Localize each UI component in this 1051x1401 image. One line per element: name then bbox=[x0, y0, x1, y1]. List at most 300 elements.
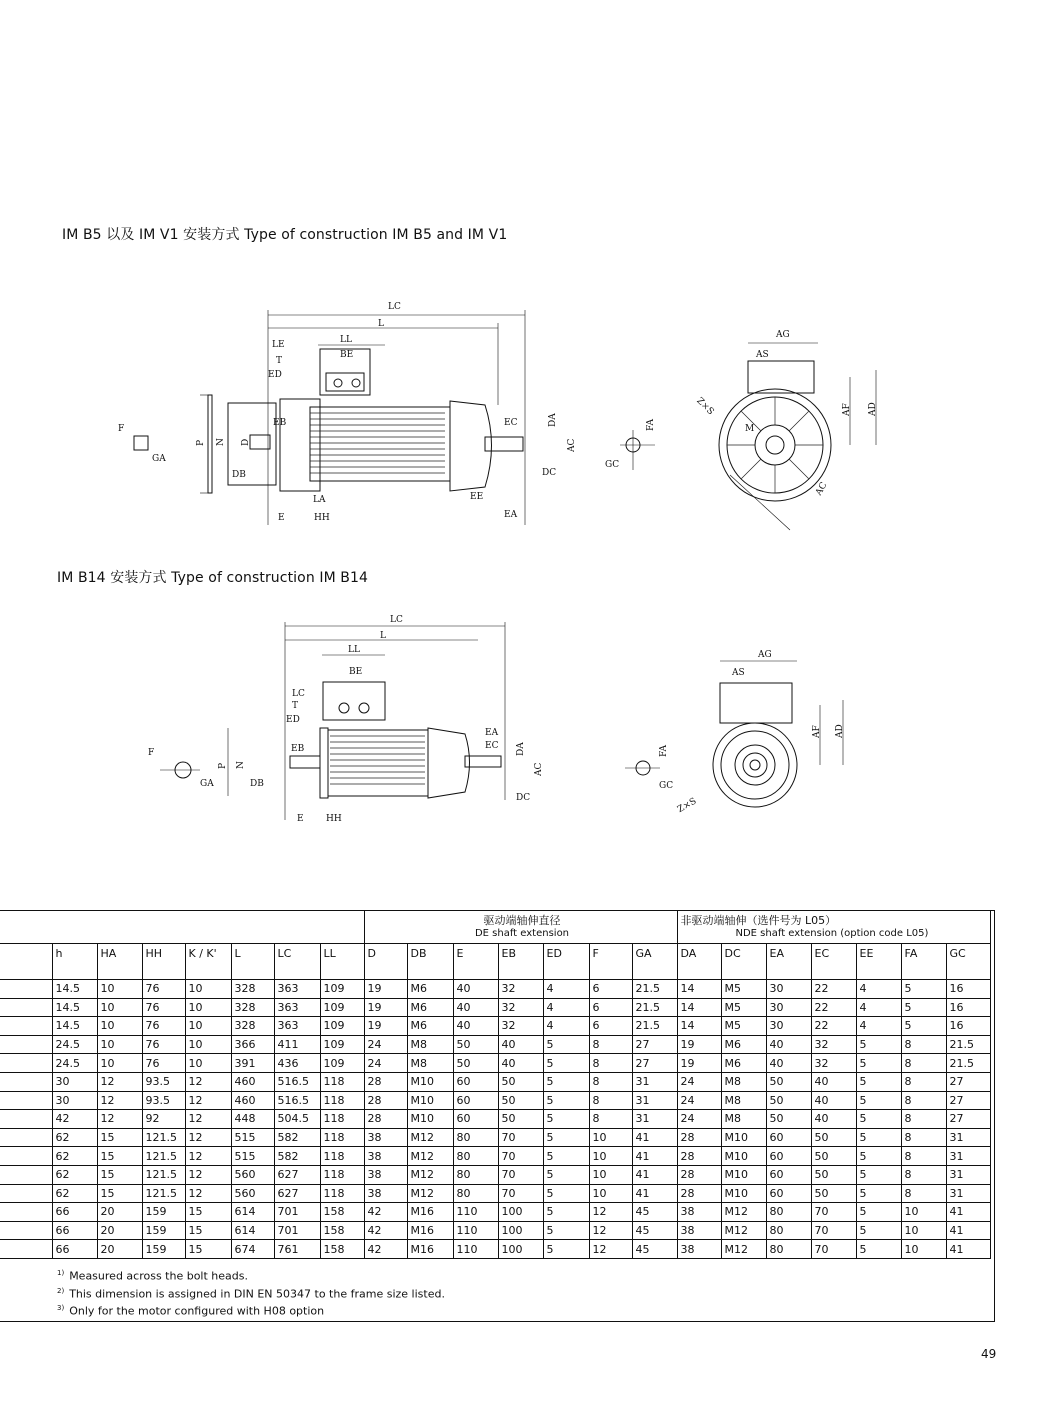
table-cell: 60 bbox=[766, 1128, 811, 1147]
table-cell: 614 bbox=[231, 1203, 274, 1222]
table-cell: 12 bbox=[97, 1110, 142, 1129]
dim-ec-b14: EC bbox=[485, 741, 499, 751]
table-cell: 22 bbox=[811, 980, 856, 999]
dim-eb: EB bbox=[273, 418, 287, 428]
table-cell: 6 bbox=[589, 980, 632, 999]
table-cell: 31 bbox=[632, 1072, 677, 1091]
dim-m: M bbox=[745, 424, 755, 434]
table-row bbox=[0, 1240, 990, 1259]
dim-fa-b14: FA bbox=[659, 745, 669, 757]
table-cell: 50 bbox=[811, 1128, 856, 1147]
table-cell: 32 bbox=[811, 1054, 856, 1073]
table-cell: 62 bbox=[52, 1128, 97, 1147]
table-cell: 8 bbox=[901, 1128, 946, 1147]
table-cell: 328 bbox=[231, 998, 274, 1017]
table-cell: 158 bbox=[320, 1221, 364, 1240]
table-cell: 93.5 bbox=[142, 1072, 185, 1091]
row-lead-cell bbox=[0, 1017, 52, 1036]
table-cell: 30 bbox=[52, 1072, 97, 1091]
table-cell: 19 bbox=[364, 980, 407, 999]
dim-lc: LC bbox=[388, 302, 401, 312]
table-cell: M8 bbox=[407, 1035, 453, 1054]
table-cell: 40 bbox=[811, 1091, 856, 1110]
table-cell: 60 bbox=[453, 1091, 498, 1110]
table-cell: 5 bbox=[901, 998, 946, 1017]
table-cell: 32 bbox=[498, 980, 543, 999]
table-cell: 60 bbox=[453, 1110, 498, 1129]
table-cell: 38 bbox=[364, 1147, 407, 1166]
column-header: GC bbox=[946, 944, 990, 980]
row-lead-cell bbox=[0, 998, 52, 1017]
table-cell: 21.5 bbox=[632, 980, 677, 999]
table-cell: 50 bbox=[453, 1054, 498, 1073]
table-cell: 14 bbox=[677, 998, 721, 1017]
table-cell: 70 bbox=[811, 1221, 856, 1240]
table-cell: 448 bbox=[231, 1110, 274, 1129]
dim-ag-b14: AG bbox=[758, 650, 772, 660]
dim-ac-end: AC bbox=[814, 480, 830, 498]
table-cell: 10 bbox=[185, 1017, 231, 1036]
table-cell: 515 bbox=[231, 1147, 274, 1166]
table-cell: 5 bbox=[856, 1147, 901, 1166]
table-cell: 31 bbox=[946, 1184, 990, 1203]
table-cell: 62 bbox=[52, 1184, 97, 1203]
table-cell: 60 bbox=[766, 1184, 811, 1203]
dim-ed: ED bbox=[268, 370, 282, 380]
table-cell: 5 bbox=[856, 1110, 901, 1129]
table-cell: 45 bbox=[632, 1240, 677, 1259]
table-cell: 92 bbox=[142, 1110, 185, 1129]
dim-ad: AD bbox=[868, 402, 878, 416]
table-cell: 24 bbox=[677, 1110, 721, 1129]
table-cell: 118 bbox=[320, 1128, 364, 1147]
footnote-2: $^{2)}$ This dimension is assigned in DIN EN 50347 to the frame size listed. bbox=[57, 1286, 445, 1301]
row-lead-cell bbox=[0, 1128, 52, 1147]
table-cell: 40 bbox=[766, 1054, 811, 1073]
dim-da: DA bbox=[548, 413, 558, 427]
table-cell: 391 bbox=[231, 1054, 274, 1073]
table-cell: 38 bbox=[364, 1165, 407, 1184]
table-cell: 38 bbox=[364, 1184, 407, 1203]
table-cell: 80 bbox=[766, 1203, 811, 1222]
table-cell: 38 bbox=[677, 1240, 721, 1259]
table-cell: 8 bbox=[901, 1165, 946, 1184]
table-cell: 363 bbox=[274, 998, 320, 1017]
dim-ee: EE bbox=[470, 492, 484, 502]
table-cell: 5 bbox=[543, 1072, 589, 1091]
table-cell: 10 bbox=[97, 1054, 142, 1073]
dim-f-b14: F bbox=[148, 748, 155, 758]
table-cell: 42 bbox=[52, 1110, 97, 1129]
column-header: LC bbox=[274, 944, 320, 980]
table-cell: 5 bbox=[901, 1017, 946, 1036]
table-cell: 12 bbox=[97, 1091, 142, 1110]
table-cell: 121.5 bbox=[142, 1147, 185, 1166]
table-cell: 5 bbox=[856, 1035, 901, 1054]
table-cell: M16 bbox=[407, 1221, 453, 1240]
table-cell: 40 bbox=[498, 1035, 543, 1054]
table-cell: 10 bbox=[589, 1128, 632, 1147]
table-cell: 12 bbox=[97, 1072, 142, 1091]
column-header: HH bbox=[142, 944, 185, 980]
table-cell: 15 bbox=[97, 1184, 142, 1203]
dim-f: F bbox=[118, 424, 125, 434]
table-cell: 109 bbox=[320, 1035, 364, 1054]
row-lead-cell bbox=[0, 1054, 52, 1073]
table-cell: 15 bbox=[97, 1165, 142, 1184]
column-header: E bbox=[453, 944, 498, 980]
table-cell: 60 bbox=[766, 1147, 811, 1166]
dim-zs-b14: Z×S bbox=[676, 796, 699, 816]
table-cell: 27 bbox=[632, 1035, 677, 1054]
table-cell: 15 bbox=[97, 1147, 142, 1166]
dim-eb-b14: EB bbox=[291, 744, 305, 754]
table-cell: 118 bbox=[320, 1184, 364, 1203]
table-cell: 5 bbox=[856, 1054, 901, 1073]
dim-t-b14: T bbox=[292, 701, 299, 711]
table-cell: 24 bbox=[364, 1054, 407, 1073]
table-cell: 62 bbox=[52, 1147, 97, 1166]
table-cell: 28 bbox=[364, 1072, 407, 1091]
table-cell: 121.5 bbox=[142, 1184, 185, 1203]
table-cell: 5 bbox=[543, 1147, 589, 1166]
table-cell: 121.5 bbox=[142, 1128, 185, 1147]
column-header: FA bbox=[901, 944, 946, 980]
table-cell: M12 bbox=[721, 1221, 766, 1240]
dim-le: LE bbox=[272, 340, 285, 350]
table-cell: M8 bbox=[407, 1054, 453, 1073]
table-cell: 50 bbox=[766, 1072, 811, 1091]
table-cell: 118 bbox=[320, 1091, 364, 1110]
heading-b14: IM B14 安装方式 Type of construction IM B14 bbox=[57, 570, 369, 586]
table-cell: 411 bbox=[274, 1035, 320, 1054]
dim-hh-b14: HH bbox=[326, 814, 342, 824]
dim-ll: LL bbox=[340, 335, 352, 345]
table-cell: 41 bbox=[946, 1203, 990, 1222]
column-header: EE bbox=[856, 944, 901, 980]
dim-t: T bbox=[276, 356, 283, 366]
table-cell: 504.5 bbox=[274, 1110, 320, 1129]
table-cell: 21.5 bbox=[946, 1054, 990, 1073]
table-row bbox=[0, 1054, 990, 1073]
table-cell: 42 bbox=[364, 1240, 407, 1259]
table-cell: 38 bbox=[677, 1203, 721, 1222]
table-cell: M10 bbox=[407, 1110, 453, 1129]
table-cell: 12 bbox=[185, 1110, 231, 1129]
table-cell: M12 bbox=[721, 1203, 766, 1222]
table-cell: 42 bbox=[364, 1221, 407, 1240]
table-cell: 5 bbox=[543, 1221, 589, 1240]
table-cell: 50 bbox=[811, 1165, 856, 1184]
table-cell: 76 bbox=[142, 998, 185, 1017]
table-cell: 41 bbox=[632, 1147, 677, 1166]
dim-n: N bbox=[216, 438, 226, 446]
column-header-row bbox=[0, 944, 990, 980]
table-cell: 4 bbox=[543, 1017, 589, 1036]
table-cell: 70 bbox=[498, 1147, 543, 1166]
table-row bbox=[0, 1091, 990, 1110]
table-cell: 22 bbox=[811, 1017, 856, 1036]
table-cell: 31 bbox=[946, 1128, 990, 1147]
table-cell: 30 bbox=[766, 1017, 811, 1036]
table-cell: 118 bbox=[320, 1147, 364, 1166]
table-cell: 15 bbox=[97, 1128, 142, 1147]
table-cell: 118 bbox=[320, 1110, 364, 1129]
column-header: DB bbox=[407, 944, 453, 980]
dim-fa: FA bbox=[646, 419, 656, 431]
column-header: DA bbox=[677, 944, 721, 980]
table-cell: M6 bbox=[407, 998, 453, 1017]
dim-p-b14: P bbox=[218, 762, 228, 769]
table-cell: 28 bbox=[364, 1091, 407, 1110]
table-cell: 31 bbox=[632, 1110, 677, 1129]
table-cell: 8 bbox=[901, 1035, 946, 1054]
table-cell: 515 bbox=[231, 1128, 274, 1147]
table-cell: 118 bbox=[320, 1072, 364, 1091]
table-cell: 50 bbox=[766, 1110, 811, 1129]
table-cell: 28 bbox=[677, 1184, 721, 1203]
table-cell: 15 bbox=[185, 1240, 231, 1259]
column-header: ED bbox=[543, 944, 589, 980]
column-header: EB bbox=[498, 944, 543, 980]
table-row bbox=[0, 1221, 990, 1240]
dim-lc2-b14: LC bbox=[292, 689, 305, 699]
table-cell: 328 bbox=[231, 980, 274, 999]
table-cell: 24 bbox=[677, 1091, 721, 1110]
row-lead-cell bbox=[0, 1147, 52, 1166]
table-cell: 158 bbox=[320, 1240, 364, 1259]
table-row bbox=[0, 1128, 990, 1147]
table-cell: M6 bbox=[407, 980, 453, 999]
table-cell: 21.5 bbox=[632, 1017, 677, 1036]
table-cell: 110 bbox=[453, 1203, 498, 1222]
table-row bbox=[0, 1203, 990, 1222]
table-cell: 16 bbox=[946, 1017, 990, 1036]
table-cell: 159 bbox=[142, 1221, 185, 1240]
table-cell: 118 bbox=[320, 1165, 364, 1184]
table-cell: 10 bbox=[901, 1203, 946, 1222]
table-cell: 20 bbox=[97, 1240, 142, 1259]
table-cell: 28 bbox=[677, 1128, 721, 1147]
table-cell: 24 bbox=[364, 1035, 407, 1054]
dim-da-b14: DA bbox=[516, 742, 526, 756]
table-cell: 8 bbox=[901, 1184, 946, 1203]
row-lead-cell bbox=[0, 1110, 52, 1129]
table-cell: 28 bbox=[364, 1110, 407, 1129]
row-lead-cell bbox=[0, 1221, 52, 1240]
table-cell: 76 bbox=[142, 1054, 185, 1073]
table-cell: 41 bbox=[946, 1221, 990, 1240]
table-cell: 80 bbox=[453, 1128, 498, 1147]
table-cell: 159 bbox=[142, 1203, 185, 1222]
table-cell: 40 bbox=[811, 1110, 856, 1129]
column-header: HA bbox=[97, 944, 142, 980]
table-cell: 8 bbox=[901, 1147, 946, 1166]
table-cell: 19 bbox=[364, 1017, 407, 1036]
table-cell: M5 bbox=[721, 1017, 766, 1036]
table-cell: 5 bbox=[543, 1240, 589, 1259]
table-cell: 8 bbox=[589, 1110, 632, 1129]
column-header: GA bbox=[632, 944, 677, 980]
table-cell: 5 bbox=[856, 1072, 901, 1091]
column-header: DC bbox=[721, 944, 766, 980]
table-cell: 40 bbox=[453, 998, 498, 1017]
table-cell: 5 bbox=[856, 1184, 901, 1203]
table-row bbox=[0, 1165, 990, 1184]
table-cell: 10 bbox=[901, 1221, 946, 1240]
table-cell: 66 bbox=[52, 1203, 97, 1222]
table-cell: 516.5 bbox=[274, 1091, 320, 1110]
dim-ac-b14: AC bbox=[534, 762, 544, 776]
table-cell: 19 bbox=[677, 1054, 721, 1073]
table-cell: 10 bbox=[589, 1147, 632, 1166]
dim-af: AF bbox=[842, 403, 852, 416]
dim-as: AS bbox=[756, 350, 769, 360]
table-cell: 109 bbox=[320, 1054, 364, 1073]
row-lead-cell bbox=[0, 944, 52, 980]
dim-ga-b14: GA bbox=[200, 779, 214, 789]
dim-be: BE bbox=[340, 350, 354, 360]
table-cell: 8 bbox=[901, 1054, 946, 1073]
table-cell: 12 bbox=[185, 1072, 231, 1091]
dim-as-b14: AS bbox=[732, 668, 745, 678]
dim-ec: EC bbox=[504, 418, 518, 428]
table-cell: 460 bbox=[231, 1091, 274, 1110]
table-cell: 10 bbox=[97, 1035, 142, 1054]
table-cell: 8 bbox=[589, 1054, 632, 1073]
table-cell: 19 bbox=[364, 998, 407, 1017]
table-cell: 50 bbox=[811, 1184, 856, 1203]
table-cell: 15 bbox=[185, 1203, 231, 1222]
table-cell: 30 bbox=[766, 998, 811, 1017]
table-cell: 328 bbox=[231, 1017, 274, 1036]
row-lead-cell bbox=[0, 1240, 52, 1259]
table-cell: 16 bbox=[946, 980, 990, 999]
row-lead-cell bbox=[0, 1091, 52, 1110]
footnote-3: $^{3)}$ Only for the motor configured with H08 option bbox=[57, 1304, 325, 1318]
table-cell: 14.5 bbox=[52, 998, 97, 1017]
table-row bbox=[0, 1072, 990, 1091]
table-cell: 10 bbox=[901, 1240, 946, 1259]
b5-end-view-drawing bbox=[690, 325, 895, 535]
table-row bbox=[0, 1184, 990, 1203]
table-cell: 8 bbox=[901, 1110, 946, 1129]
table-cell: 62 bbox=[52, 1165, 97, 1184]
table-cell: 15 bbox=[185, 1221, 231, 1240]
dim-dc-b14: DC bbox=[516, 793, 531, 803]
table-cell: M10 bbox=[721, 1165, 766, 1184]
de-group-header: 驱动端轴伸直径 DE shaft extension bbox=[364, 911, 677, 944]
footnote-1: $^{1)}$ Measured across the bolt heads. bbox=[57, 1269, 248, 1283]
table-cell: 30 bbox=[52, 1091, 97, 1110]
table-cell: 70 bbox=[811, 1240, 856, 1259]
row-lead-cell bbox=[0, 1035, 52, 1054]
table-cell: 159 bbox=[142, 1240, 185, 1259]
b14-nde-key-symbol bbox=[615, 740, 680, 795]
table-cell: 5 bbox=[856, 1165, 901, 1184]
table-cell: 366 bbox=[231, 1035, 274, 1054]
table-cell: 761 bbox=[274, 1240, 320, 1259]
table-cell: 674 bbox=[231, 1240, 274, 1259]
table-cell: 110 bbox=[453, 1221, 498, 1240]
table-cell: M16 bbox=[407, 1240, 453, 1259]
table-cell: 76 bbox=[142, 1035, 185, 1054]
table-cell: 701 bbox=[274, 1203, 320, 1222]
table-cell: 76 bbox=[142, 1017, 185, 1036]
table-cell: 627 bbox=[274, 1184, 320, 1203]
dim-ga: GA bbox=[152, 454, 166, 464]
table-cell: 5 bbox=[543, 1054, 589, 1073]
column-header: F bbox=[589, 944, 632, 980]
table-cell: 5 bbox=[543, 1165, 589, 1184]
table-cell: 5 bbox=[543, 1184, 589, 1203]
table-cell: 80 bbox=[453, 1147, 498, 1166]
table-cell: M8 bbox=[721, 1110, 766, 1129]
dim-e: E bbox=[278, 513, 285, 523]
table-cell: 12 bbox=[589, 1221, 632, 1240]
table-cell: M6 bbox=[721, 1054, 766, 1073]
table-cell: 4 bbox=[856, 980, 901, 999]
table-cell: 24.5 bbox=[52, 1035, 97, 1054]
table-cell: M8 bbox=[721, 1072, 766, 1091]
table-cell: 70 bbox=[498, 1184, 543, 1203]
table-cell: 10 bbox=[97, 980, 142, 999]
dimension-table bbox=[0, 910, 991, 1259]
table-cell: 4 bbox=[543, 998, 589, 1017]
table-cell: 436 bbox=[274, 1054, 320, 1073]
table-cell: 60 bbox=[453, 1072, 498, 1091]
table-cell: 16 bbox=[946, 998, 990, 1017]
page-number: 49 bbox=[981, 1347, 997, 1361]
table-cell: 50 bbox=[498, 1091, 543, 1110]
dim-ad-b14: AD bbox=[835, 724, 845, 738]
dim-ac: AC bbox=[567, 438, 577, 452]
table-cell: M12 bbox=[407, 1147, 453, 1166]
column-header: EA bbox=[766, 944, 811, 980]
table-cell: 40 bbox=[498, 1054, 543, 1073]
table-cell: 27 bbox=[946, 1110, 990, 1129]
table-cell: 10 bbox=[185, 1054, 231, 1073]
table-cell: 12 bbox=[185, 1091, 231, 1110]
table-cell: 45 bbox=[632, 1221, 677, 1240]
table-cell: 10 bbox=[589, 1165, 632, 1184]
table-cell: 582 bbox=[274, 1128, 320, 1147]
table-cell: 80 bbox=[453, 1165, 498, 1184]
table-cell: 41 bbox=[632, 1128, 677, 1147]
dim-l: L bbox=[378, 319, 384, 329]
table-row bbox=[0, 1017, 990, 1036]
table-cell: 6 bbox=[589, 998, 632, 1017]
dim-ag: AG bbox=[776, 330, 790, 340]
table-cell: 40 bbox=[811, 1072, 856, 1091]
table-cell: 614 bbox=[231, 1221, 274, 1240]
column-header: K / K' bbox=[185, 944, 231, 980]
table-cell: 31 bbox=[946, 1147, 990, 1166]
table-cell: 70 bbox=[498, 1165, 543, 1184]
dim-dc: DC bbox=[542, 468, 557, 478]
table-row bbox=[0, 980, 990, 999]
table-cell: 93.5 bbox=[142, 1091, 185, 1110]
table-cell: 21.5 bbox=[632, 998, 677, 1017]
table-cell: 5 bbox=[543, 1128, 589, 1147]
b5-side-view-drawing bbox=[100, 295, 600, 535]
table-cell: 27 bbox=[946, 1091, 990, 1110]
table-cell: 14.5 bbox=[52, 1017, 97, 1036]
table-cell: 158 bbox=[320, 1203, 364, 1222]
table-cell: 66 bbox=[52, 1240, 97, 1259]
row-lead-cell bbox=[0, 1203, 52, 1222]
table-cell: 5 bbox=[856, 1203, 901, 1222]
